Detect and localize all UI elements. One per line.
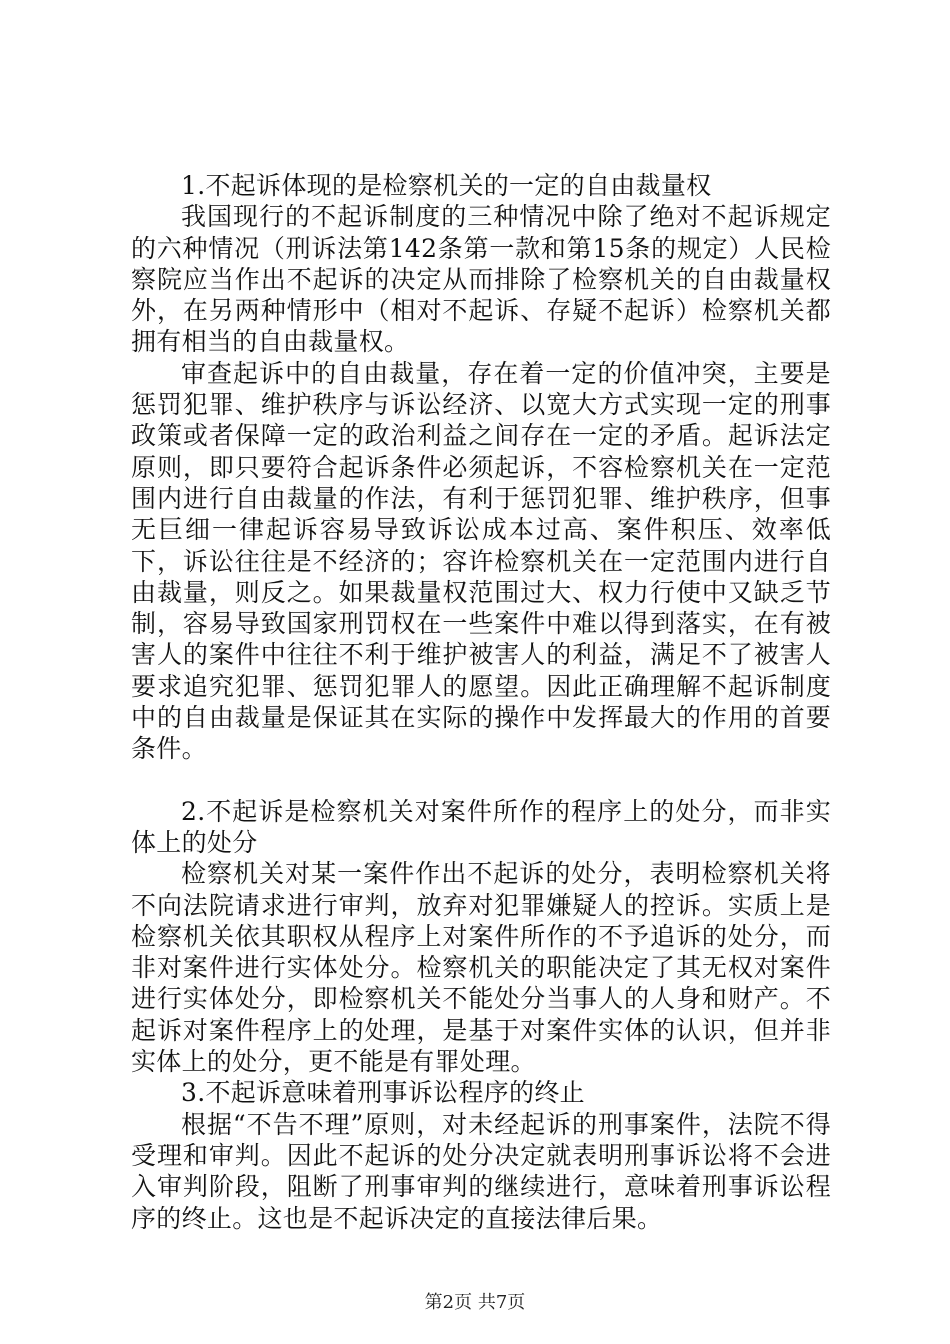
page-footer: 第2页 共7页 bbox=[424, 1292, 526, 1313]
heading-2: 2.不起诉是检察机关对案件所作的程序上的处分，而非实体上的处分 bbox=[131, 796, 831, 857]
paragraph: 审查起诉中的自由裁量，存在着一定的价值冲突，主要是惩罚犯罪、维护秩序与诉讼经济、以宽大方式实现一定的刑事政策或者保障一定的政治利益之间存在一定的矛盾。起诉法定原则，即只要符合起诉条件必须起诉，不容检察机关在一定范围内进行自由裁量的作法，有利于惩罚犯罪、维护秩序，但事无巨细一律起诉容易导致诉讼成本过高、案件积压、效率低下，诉讼往往是不经济的；容许检察机关在一定范围内进行自由裁量，则反之。如果裁量权范围过大、权力行使中又缺乏节制，容易导致国家刑罚权在一些案件中难以得到落实，在有被害人的案件中往往不利于维护被害人的利益，满足不了被害人要求追究犯罪、惩罚犯罪人的愿望。因此正确理解不起诉制度中的自由裁量是保证其在实际的操作中发挥最大的作用的首要条件。 bbox=[131, 358, 831, 764]
paragraph: 根据“不告不理”原则，对未经起诉的刑事案件，法院不得受理和审判。因此不起诉的处分决定就表明刑事诉讼将不会进入审判阶段，阻断了刑事审判的继续进行，意味着刑事诉讼程序的终止。这也是不起诉决定的直接法律后果。 bbox=[131, 1109, 831, 1233]
paragraph: 我国现行的不起诉制度的三种情况中除了绝对不起诉规定的六种情况（刑诉法第142条第一款和第15条的规定）人民检察院应当作出不起诉的决定从而排除了检察机关的自由裁量权外，在另两种情形中（相对不起诉、存疑不起诉）检察机关都拥有相当的自由裁量权。 bbox=[131, 202, 831, 357]
document-body bbox=[131, 170, 831, 1234]
heading-3: 3.不起诉意味着刑事诉讼程序的终止 bbox=[181, 1078, 585, 1108]
heading-1: 1.不起诉体现的是检察机关的一定的自由裁量权 bbox=[181, 171, 712, 200]
paragraph: 检察机关对某一案件作出不起诉的处分，表明检察机关将不向法院请求进行审判，放弃对犯罪嫌疑人的控诉。实质上是检察机关依其职权从程序上对案件所作的不予追诉的处分，而非对案件进行实体处分。检察机关的职能决定了其无权对案件进行实体处分，即检察机关不能处分当事人的人身和财产。不起诉对案件程序上的处理，是基于对案件实体的认识，但并非实体上的处分，更不能是有罪处理。 bbox=[131, 859, 831, 1077]
